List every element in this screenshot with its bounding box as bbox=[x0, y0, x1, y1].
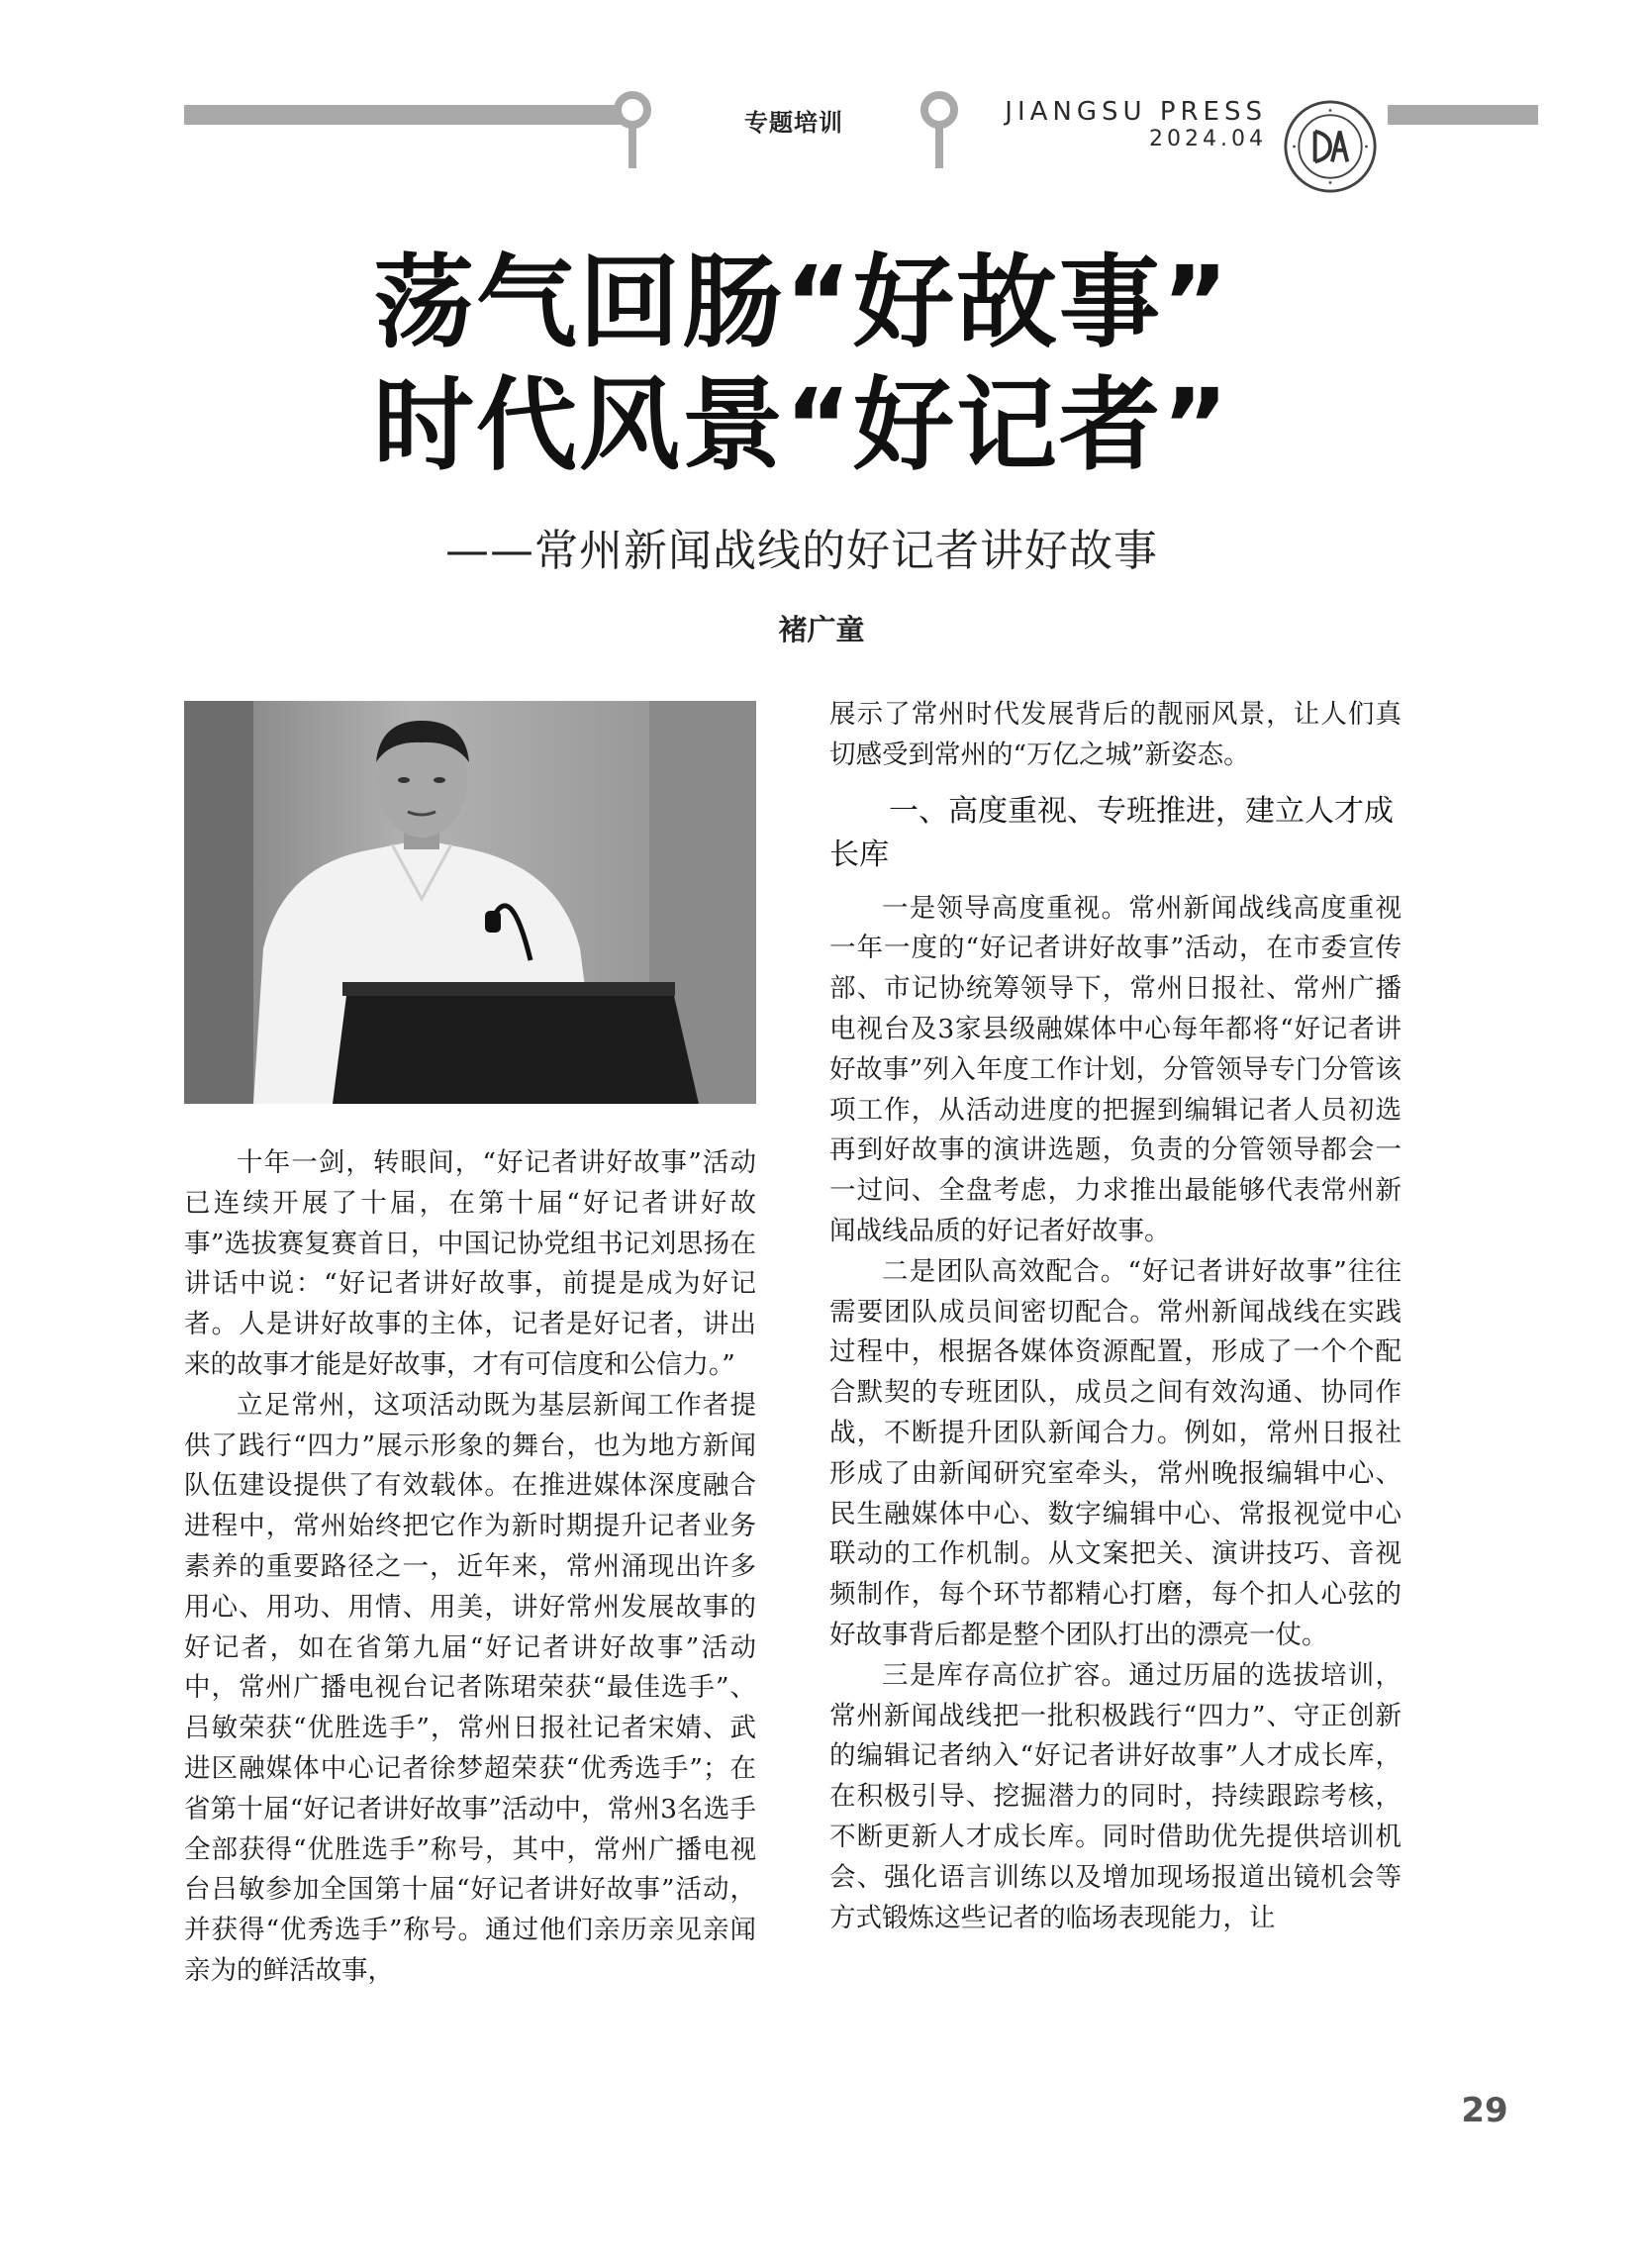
speaker-photo bbox=[184, 701, 756, 1104]
header-rule-right bbox=[1388, 105, 1538, 125]
page-number: 29 bbox=[1461, 2091, 1508, 2130]
section-heading: 一、高度重视、专班推进，建立人才成长库 bbox=[829, 793, 1394, 872]
section-label: 专题培训 bbox=[744, 109, 843, 137]
press-association-seal-icon bbox=[1283, 99, 1378, 194]
body-paragraph: 二是团队高效配合。“好记者讲好故事”往往需要团队成员间密切配合。常州新闻战线在实践过程中，根据各媒体资源配置，形成了一个个配合默契的专班团队，成员之间有效沟通、协同作战，不断提升团队新闻合力。例如，常州日报社形成了由新闻研究室牵头，常州晚报编辑中心、民生融媒体中心、数字编辑中心、常报视觉中心联动的工作机制。从文案把关、演讲技巧、音视频制作，每个环节都精心打磨，每个扣人心弦的好故事背后都是整个团队打出的漂亮一仗。 bbox=[829, 1255, 1402, 1650]
article-subtitle: ——常州新闻战线的好记者讲好故事 bbox=[445, 526, 1158, 576]
right-text-column bbox=[829, 695, 1402, 1938]
article-author: 褚广童 bbox=[778, 613, 865, 646]
article-title-line-2: 时代风景“好记者” bbox=[372, 367, 1231, 485]
body-paragraph: 一是领导高度重视。常州新闻战线高度重视一年一度的“好记者讲好故事”活动，在市委宣传部、市记协统筹领导下，常州日报社、常州广播电视台及3家县级融媒体中心每年都将“好记者讲好故事”列入年度工作计划，分管领导专门分管该项工作，从活动进度的把握到编辑记者人员初选再到好故事的演讲选题，负责的分管领导都会一一过问、全盘考虑，力求推出最能够代表常州新闻战线品质的好记者好故事。 bbox=[829, 892, 1402, 1246]
issue-date: 2024.04 bbox=[1149, 127, 1267, 151]
left-text-column bbox=[184, 1143, 756, 1992]
body-paragraph: 十年一剑，转眼间，“好记者讲好故事”活动已连续开展了十届，在第十届“好记者讲好故事”选拔赛复赛首日，中国记协党组书记刘思扬在讲话中说：“好记者讲好故事，前提是成为好记者。人是讲好故事的主体，记者是好记者，讲出来的故事才能是好故事，才有可信度和公信力。” bbox=[184, 1147, 756, 1380]
continued-paragraph: 展示了常州时代发展背后的靓丽风景，让人们真切感受到常州的“万亿之城”新姿态。 bbox=[829, 699, 1402, 770]
body-paragraph: 三是库存高位扩容。通过历届的选拔培训，常州新闻战线把一批积极践行“四力”、守正创新的编辑记者纳入“好记者讲好故事”人才成长库，在积极引导、挖掘潜力的同时，持续跟踪考核，不断更新人才成长库。同时借助优先提供培训机会、强化语言训练以及增加现场报道出镜机会等方式锻炼这些记者的临场表现能力，让 bbox=[829, 1659, 1402, 1933]
speaker-photo-image bbox=[184, 701, 756, 1104]
header-rule-left bbox=[184, 105, 626, 125]
press-name: JIANGSU PRESS bbox=[1005, 97, 1267, 127]
body-paragraph: 立足常州，这项活动既为基层新闻工作者提供了践行“四力”展示形象的舞台，也为地方新闻队伍建设提供了有效载体。在推进媒体深度融合进程中，常州始终把它作为新时期提升记者业务素养的重要路径之一，近年来，常州涌现出许多用心、用功、用情、用美，讲好常州发展故事的好记者，如在省第九届“好记者讲好故事”活动中，常州广播电视台记者陈珺荣获“最佳选手”、吕敏荣获“优胜选手”，常州日报社记者宋婧、武进区融媒体中心记者徐梦超荣获“优秀选手”；在省第十届“好记者讲好故事”活动中，常州3名选手全部获得“优胜选手”称号，其中，常州广播电视台吕敏参加全国第十届“好记者讲好故事”活动，并获得“优秀选手”称号。通过他们亲历亲见亲闻亲为的鲜活故事， bbox=[184, 1389, 756, 1986]
article-title-line-1: 荡气回肠“好故事” bbox=[372, 245, 1231, 362]
